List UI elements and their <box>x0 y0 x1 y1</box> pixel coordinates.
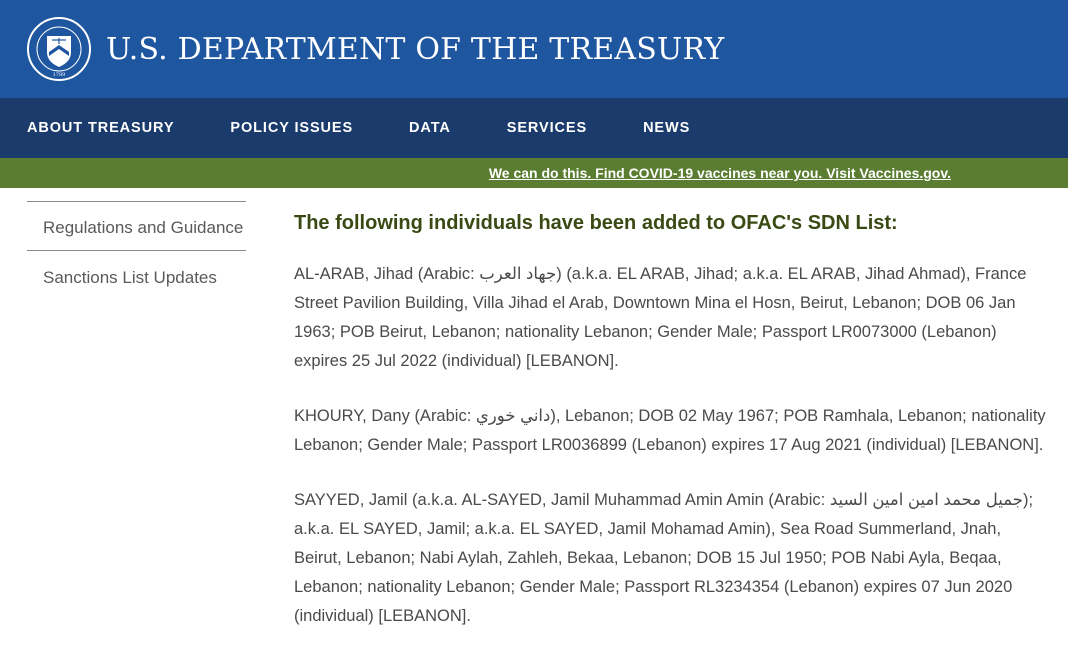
nav-policy-issues[interactable]: POLICY ISSUES <box>230 120 354 136</box>
sdn-entry: SAYYED, Jamil (a.k.a. AL-SAYED, Jamil Muhammad Amin Amin (Arabic: جميل محمد امين امين السيد); a.k.a. EL SAYED, Jamil; a.k.a. EL SAYED, Jamil Mohamad Amin), Sea Road Summerland, Jnah, Beirut, Lebanon; Nabi Aylah, Zahleh, Bekaa, Lebanon; DOB 15 Jul 1950; POB Nabi Ayla, Beqaa, Lebanon; nationality Lebanon; Gender Male; Passport RL3234354 (Lebanon) expires 07 Jun 2020 (individual) [LEBANON]. <box>294 491 1034 625</box>
nav-data[interactable]: DATA <box>409 120 451 136</box>
page-heading: The following individuals have been added to OFAC's SDN List: <box>294 212 898 234</box>
sdn-entry: AL-ARAB, Jihad (Arabic: جهاد العرب) (a.k.a. EL ARAB, Jihad; a.k.a. EL ARAB, Jihad Ahmad), France Street Pavilion Building, Villa Jihad el Arab, Downtown Mina el Hosn, Beirut, Lebanon; DOB 06 Jan 1963; POB Beirut, Lebanon; nationality Lebanon; Gender Male; Passport LR0073000 (Lebanon) expires 25 Jul 2022 (individual) [LEBANON]. <box>294 265 1027 370</box>
sidebar <box>0 188 246 657</box>
sidebar-item-regulations-guidance[interactable]: Regulations and Guidance <box>43 218 244 237</box>
nav-news[interactable]: NEWS <box>643 120 691 136</box>
sdn-entry: KHOURY, Dany (Arabic: داني خوري), Lebanon; DOB 02 May 1967; POB Ramhala, Lebanon; nationality Lebanon; Gender Male; Passport LR0036899 (Lebanon) expires 17 Aug 2021 (individual) [LEBANON]. <box>294 407 1046 454</box>
vaccines-link[interactable]: We can do this. Find COVID-19 vaccines near you. Visit Vaccines.gov. <box>488 165 951 181</box>
main-nav <box>0 98 1068 158</box>
treasury-seal-icon[interactable] <box>26 16 92 82</box>
alert-banner <box>0 158 1068 188</box>
main-content <box>246 188 1068 657</box>
site-header <box>0 0 1068 98</box>
site-title[interactable]: U.S. DEPARTMENT OF THE TREASURY <box>106 31 725 67</box>
page-content <box>0 188 1068 657</box>
svg-text:1789: 1789 <box>52 72 66 78</box>
nav-about-treasury[interactable]: ABOUT TREASURY <box>27 120 175 136</box>
sidebar-item-sanctions-list-updates[interactable]: Sanctions List Updates <box>43 268 217 287</box>
nav-services[interactable]: SERVICES <box>506 120 588 136</box>
